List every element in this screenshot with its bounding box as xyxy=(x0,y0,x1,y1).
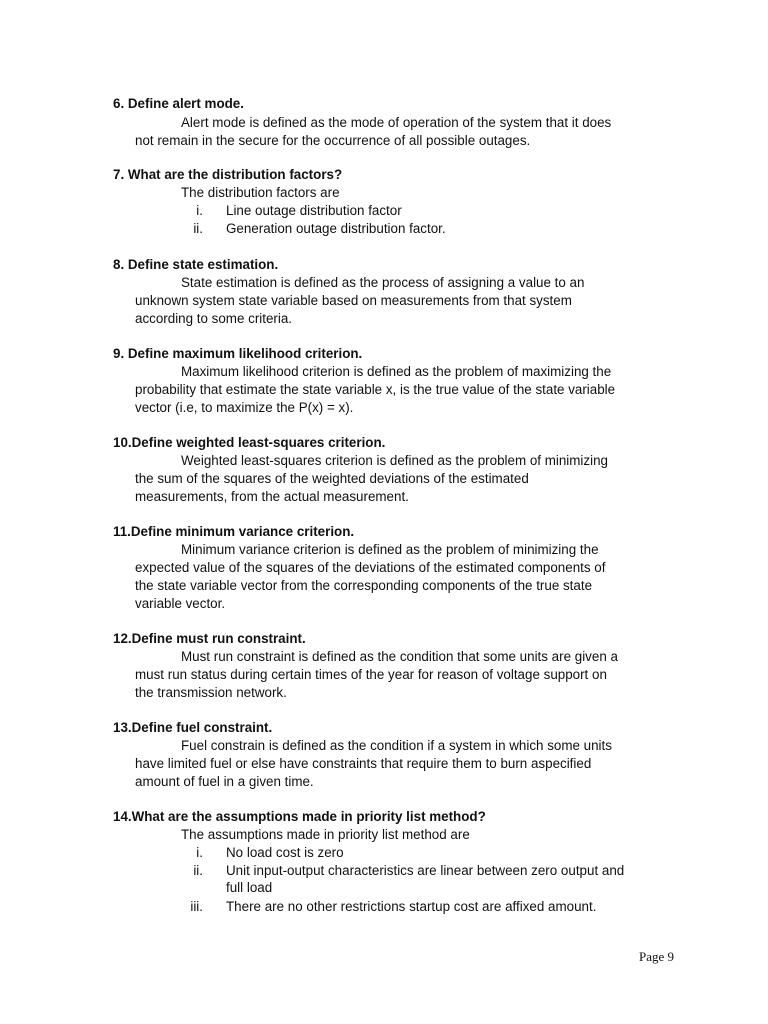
list-item-number: i. xyxy=(196,845,203,860)
answer-line: Alert mode is defined as the mode of operation of the system that it does xyxy=(181,115,612,130)
question-title: 7. What are the distribution factors? xyxy=(113,167,343,182)
answer-line: Fuel constrain is defined as the condition if a system in which some units xyxy=(181,738,612,753)
answer-line: amount of fuel in a given time. xyxy=(135,774,314,789)
question-title: 6. Define alert mode. xyxy=(113,96,244,111)
question-title: 11.Define minimum variance criterion. xyxy=(113,524,355,539)
list-item-text: No load cost is zero xyxy=(226,845,344,860)
answer-line: according to some criteria. xyxy=(135,311,293,326)
answer-line: the transmission network. xyxy=(135,685,287,700)
answer-line: The assumptions made in priority list method are xyxy=(181,827,470,842)
answer-line: not remain in the secure for the occurrence of all possible outages. xyxy=(135,133,531,148)
list-item-text: Line outage distribution factor xyxy=(226,203,402,218)
answer-line: unknown system state variable based on measurements from that system xyxy=(135,293,572,308)
list-item-text-continued: full load xyxy=(226,880,273,895)
answer-line: Maximum likelihood criterion is defined as the problem of maximizing the xyxy=(181,364,612,379)
answer-line: the sum of the squares of the weighted deviations of the estimated xyxy=(135,471,529,486)
answer-line: probability that estimate the state variable x, is the true value of the state variable xyxy=(135,382,616,397)
answer-line: Weighted least-squares criterion is defined as the problem of minimizing xyxy=(181,453,608,468)
page-number: Page 9 xyxy=(639,949,675,964)
answer-line: State estimation is defined as the process of assigning a value to an xyxy=(181,275,585,290)
question-title: 10.Define weighted least-squares criterion. xyxy=(113,435,386,450)
question-title: 14.What are the assumptions made in priority list method? xyxy=(113,809,486,824)
question-title: 12.Define must run constraint. xyxy=(113,631,306,646)
question-title: 13.Define fuel constraint. xyxy=(113,720,273,735)
answer-line: measurements, from the actual measurement. xyxy=(135,489,409,504)
list-item-number: ii. xyxy=(193,221,203,236)
list-item-text: Generation outage distribution factor. xyxy=(226,221,446,236)
answer-line: vector (i.e, to maximize the P(x) = x). xyxy=(135,400,354,415)
answer-line: Must run constraint is defined as the condition that some units are given a xyxy=(181,649,618,664)
answer-line: variable vector. xyxy=(135,596,226,611)
list-item-number: iii. xyxy=(190,899,203,914)
answer-line: must run status during certain times of the year for reason of voltage support on xyxy=(135,667,607,682)
question-title: 8. Define state estimation. xyxy=(113,257,279,272)
list-item-number: ii. xyxy=(193,863,203,878)
answer-line: have limited fuel or else have constraints that require them to burn aspecified xyxy=(135,756,592,771)
answer-line: the state variable vector from the corresponding components of the true state xyxy=(135,578,593,593)
list-item-number: i. xyxy=(196,203,203,218)
list-item-text: There are no other restrictions startup cost are affixed amount. xyxy=(226,899,597,914)
question-title: 9. Define maximum likelihood criterion. xyxy=(113,346,363,361)
answer-line: Minimum variance criterion is defined as the problem of minimizing the xyxy=(181,542,599,557)
list-item-text: Unit input-output characteristics are linear between zero output and xyxy=(226,863,625,878)
answer-line: expected value of the squares of the deviations of the estimated components of xyxy=(135,560,606,575)
answer-line: The distribution factors are xyxy=(181,185,340,200)
